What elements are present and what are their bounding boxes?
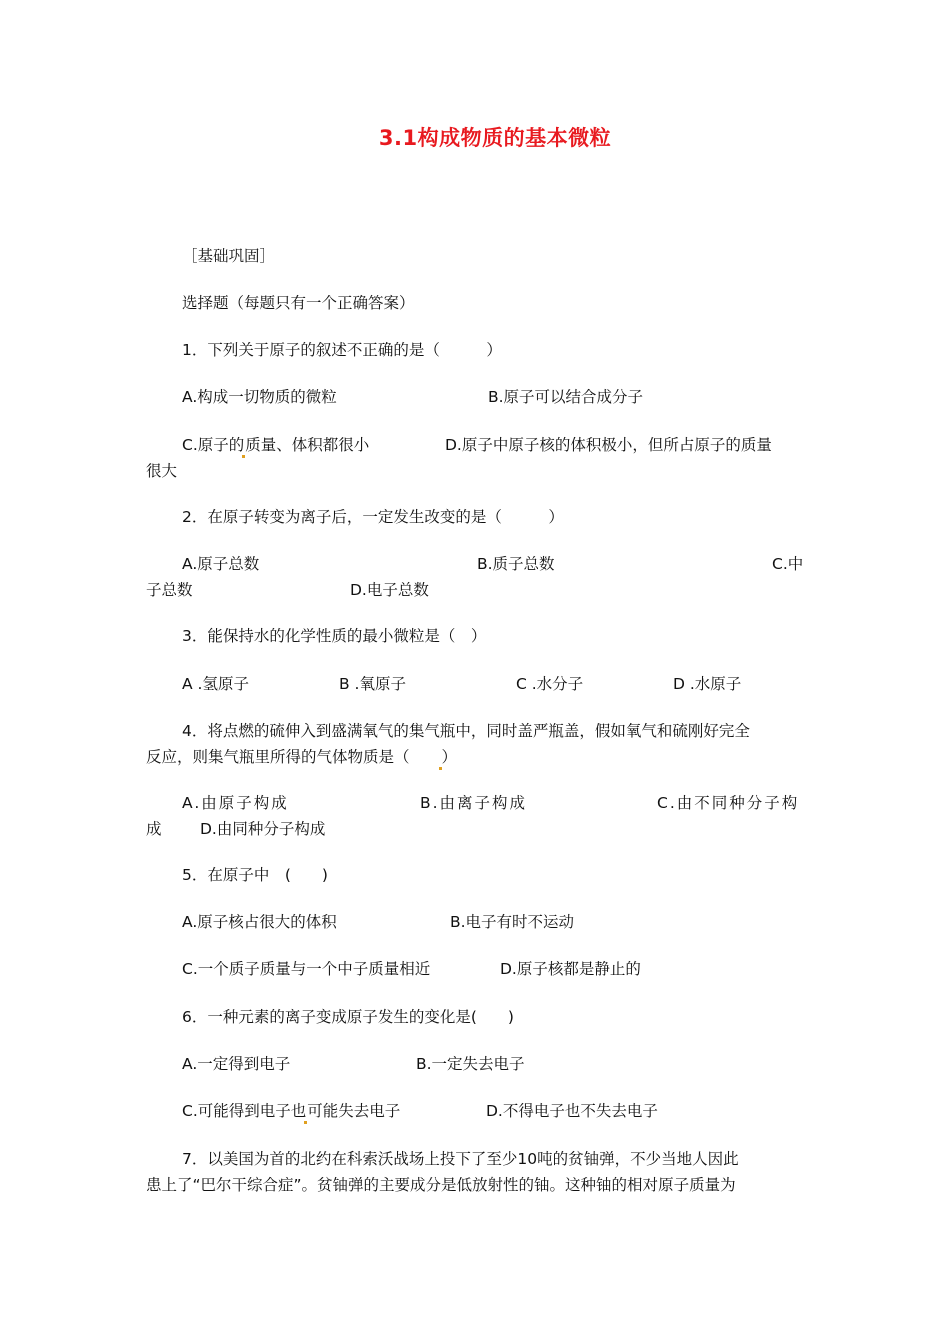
q1-option-a: A.构成一切物质的微粒	[182, 388, 337, 406]
question-2-stem: 2．在原子转变为离子后，一定发生改变的是（ ）	[182, 508, 564, 526]
q2-option-d: D.电子总数	[350, 581, 429, 599]
instruction: 选择题（每题只有一个正确答案）	[182, 294, 415, 312]
question-2-options-cd	[0, 577, 950, 603]
question-4-options-abc	[0, 790, 950, 816]
question-6-stem: 6．一种元素的离子变成原子发生的变化是( )	[182, 1008, 514, 1026]
q6-option-d: D.不得电子也不失去电子	[486, 1102, 658, 1120]
question-6-options-cd	[0, 1098, 950, 1124]
q4-stem-line2-part1: 反应，则集气瓶里所得的气体物质是（	[146, 748, 441, 766]
q2-option-a: A.原子总数	[182, 555, 260, 573]
q6-option-c-part1: C.可能得到电子也	[182, 1102, 307, 1120]
q5-option-d: D.原子核都是静止的	[500, 960, 641, 978]
q4-option-d: D.由同种分子构成	[200, 820, 326, 838]
mark-dot-icon	[304, 1121, 307, 1124]
q3-option-c: C .水分子	[516, 675, 584, 693]
q5-option-b: B.电子有时不运动	[450, 913, 575, 931]
page-title: 3.1构成物质的基本微粒	[378, 126, 612, 150]
question-1-options-cd	[0, 432, 950, 458]
q1-option-d: D.原子中原子核的体积极小，但所占原子的质量	[445, 436, 772, 454]
question-6-options-ab	[0, 1051, 950, 1077]
q1-option-b: B.原子可以结合成分子	[488, 388, 644, 406]
q4-stem-line2-part2: ）	[441, 748, 458, 766]
question-4-stem-line1: 4．将点燃的硫伸入到盛满氧气的集气瓶中，同时盖严瓶盖，假如氧气和硫刚好完全	[182, 722, 750, 740]
question-5-options-ab	[0, 909, 950, 935]
question-2-options-abc	[0, 551, 950, 577]
q1-option-c-part1: C.原子的	[182, 436, 245, 454]
question-5-stem: 5．在原子中 ( )	[182, 866, 328, 884]
q4-option-c: C.由不同种分子构	[657, 794, 800, 812]
question-3-options	[0, 671, 950, 697]
q4-option-c-continued: 成	[146, 820, 162, 838]
section-heading: ［基础巩固］	[182, 247, 276, 265]
q2-option-b: B.质子总数	[477, 555, 555, 573]
question-4-options-cd	[0, 816, 950, 842]
question-1-stem: 1．下列关于原子的叙述不正确的是（ ）	[182, 341, 502, 359]
question-3-stem: 3．能保持水的化学性质的最小微粒是（ ）	[182, 627, 487, 645]
q6-option-b: B.一定失去电子	[416, 1055, 525, 1073]
q3-option-a: A .氢原子	[182, 675, 249, 693]
q1-option-c-part2: 质量、体积都很小	[245, 436, 370, 454]
q2-option-c: C.中	[772, 555, 804, 573]
mark-dot-icon	[439, 767, 442, 770]
q2-option-c-continued: 子总数	[146, 581, 193, 599]
question-5-options-cd	[0, 956, 950, 982]
q3-option-d: D .水原子	[673, 675, 742, 693]
q1-option-d-continued: 很大	[146, 462, 178, 480]
q3-option-b: B .氧原子	[339, 675, 406, 693]
q5-option-a: A.原子核占很大的体积	[182, 913, 337, 931]
q5-option-c: C.一个质子质量与一个中子质量相近	[182, 960, 431, 978]
question-7-line2: 患上了“巴尔干综合症”。贫铀弹的主要成分是低放射性的铀。这种铀的相对原子质量为	[146, 1176, 736, 1194]
question-7-line1: 7．以美国为首的北约在科索沃战场上投下了至少10吨的贫铀弹，不少当地人因此	[182, 1150, 739, 1168]
question-1-options-ab	[0, 384, 950, 410]
q4-option-a: A.由原子构成	[182, 794, 289, 812]
q6-option-a: A.一定得到电子	[182, 1055, 291, 1073]
q4-option-b: B.由离子构成	[420, 794, 528, 812]
question-4-stem-line2	[146, 744, 808, 770]
q6-option-c-part2: 可能失去电子	[307, 1102, 401, 1120]
